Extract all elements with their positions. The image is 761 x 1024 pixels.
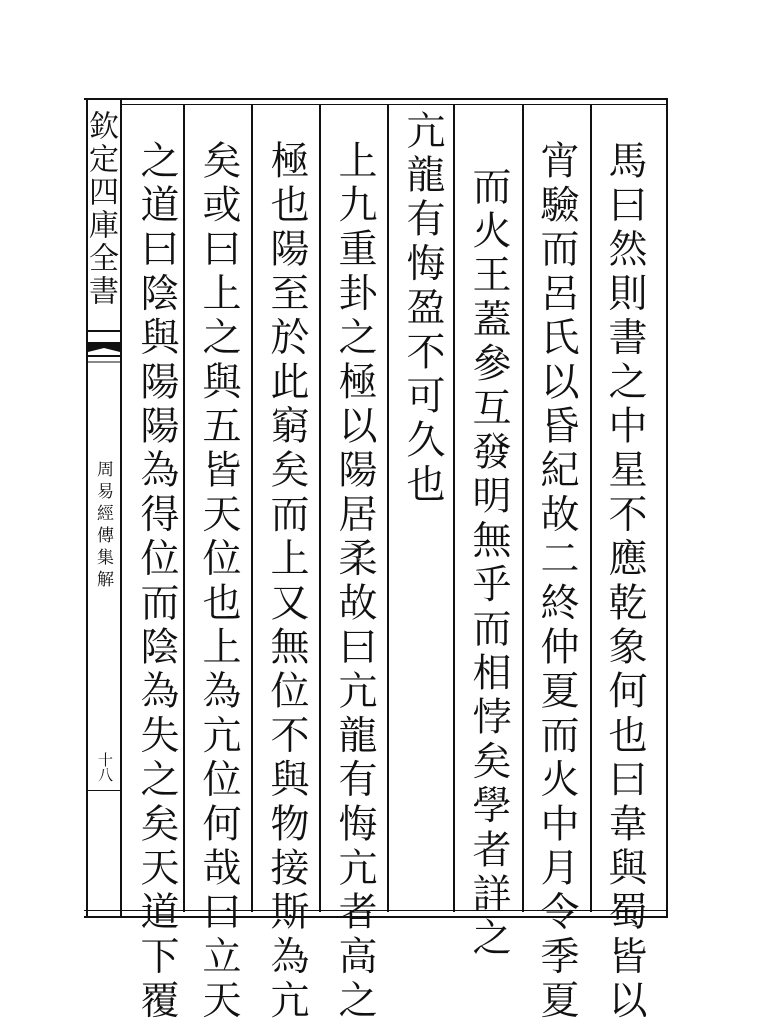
top-border [84,98,668,100]
page-number: 十八 [96,752,114,782]
text-column-4: 亢龍有悔盈不可久也 [400,110,445,508]
right-border [666,98,668,918]
column-divider-2 [251,104,253,912]
margin-divider-bottom [86,790,122,791]
text-column-1: 馬曰然則書之中星不應乾象何也曰韋與蜀皆以 [602,140,647,1024]
margin-title: 欽定四庫全書 [83,110,118,308]
text-column-8: 之道曰陰與陽陽為得位而陰為失之矣天道下覆 [134,140,179,1024]
text-column-2: 宵驗而呂氏以昏紀故二終仲夏而火中月令季夏 [534,140,579,1024]
text-column-3: 而火王蓋參互發明無乎而相悖矣學者詳之 [466,166,511,962]
column-divider-5 [453,104,455,912]
column-divider-4 [387,104,389,912]
column-divider-6 [522,104,524,912]
fish-tail-ornament [86,338,126,376]
text-column-5: 上九重卦之極以陽居柔故曰亢龍有悔亢者高之 [332,140,377,1024]
column-divider-1 [183,104,185,912]
column-divider-3 [319,104,321,912]
margin-divider [86,330,122,332]
top-border-inner [122,104,668,105]
margin-subtitle: 周易經傳集解 [93,460,113,592]
text-column-6: 極也陽至於此窮矣而上又無位不與物接斯為亢 [264,140,309,1024]
text-column-7: 矣或曰上之與五皆天位也上為亢位何哉曰立天 [196,140,241,1024]
column-divider-7 [590,104,592,912]
